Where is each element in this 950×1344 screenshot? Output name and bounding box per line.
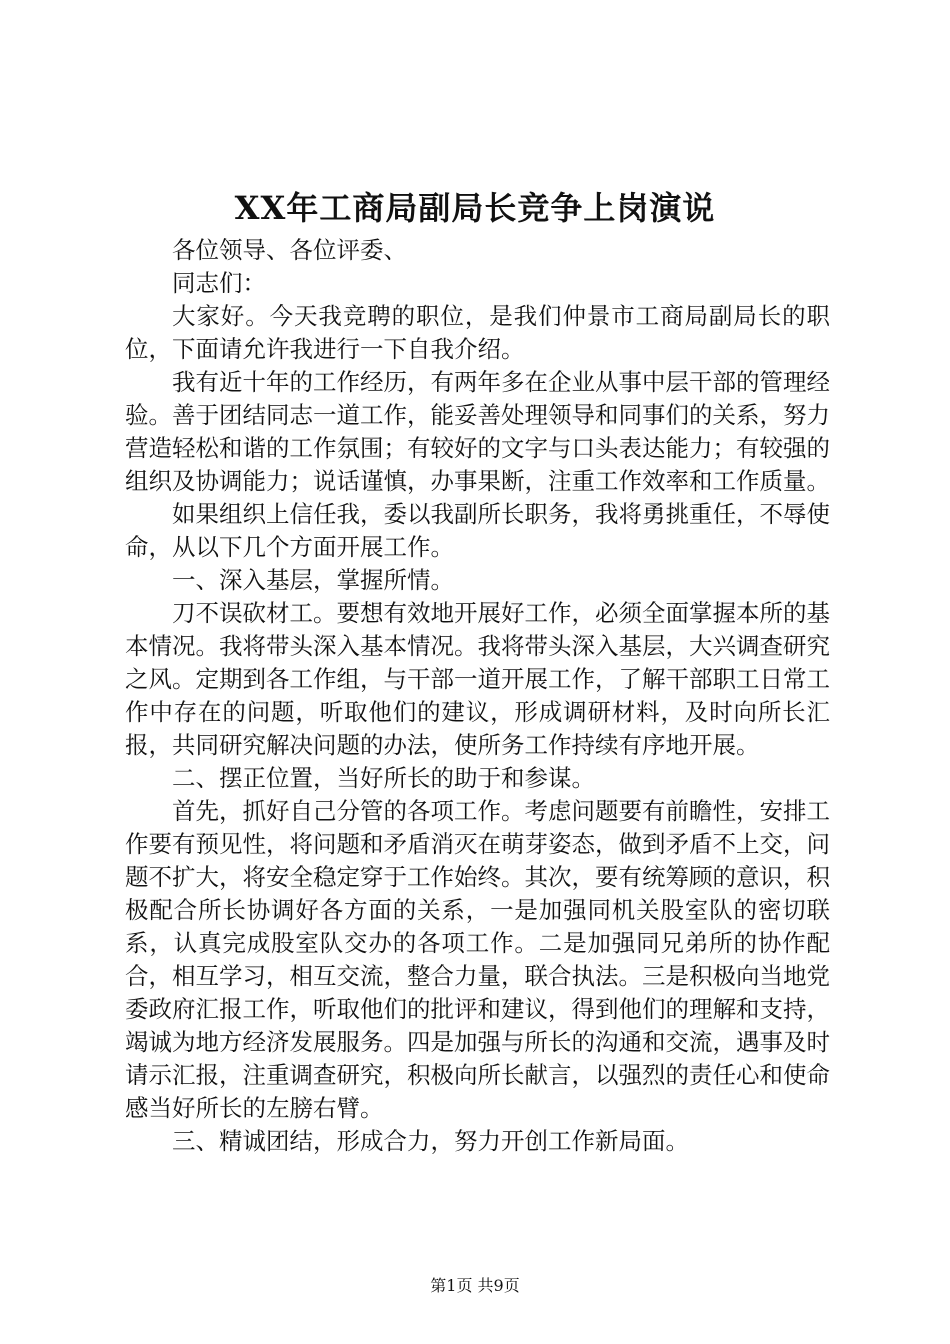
section-heading-2: 二、摆正位置，当好所长的助于和参谋。 (172, 764, 595, 792)
paragraph-commitment: 如果组织上信任我，委以我副所长职务，我将勇挑重任，不辱使命，从以下几个方面开展工作。 (125, 500, 830, 561)
section-heading-1: 一、深入基层，掌握所情。 (172, 566, 454, 594)
salutation-line-1: 各位领导、各位评委、 (172, 236, 407, 264)
page-footer: 第1页 共9页 (430, 1276, 520, 1295)
document-body (125, 234, 830, 1158)
salutation-line-2: 同志们： (172, 269, 266, 297)
paragraph-section-2: 首先，抓好自己分管的各项工作。考虑问题要有前瞻性，安排工作要有预见性，将问题和矛盾消灭在萌芽姿态，做到矛盾不上交，问题不扩大，将安全稳定穿于工作始终。其次，要有统筹顾的意识，积极配合所长协调好各方面的关系，一是加强同机关股室队的密切联系，认真完成股室队交办的各项工作。二是加强同兄弟所的协作配合，相互学习，相互交流，整合力量，联合执法。三是积极向当地党委政府汇报工作，听取他们的批评和建议，得到他们的理解和支持，竭诚为地方经济发展服务。四是加强与所长的沟通和交流，遇事及时请示汇报，注重调查研究，积极向所长献言，以强烈的责任心和使命感当好所长的左膀右臂。 (125, 797, 830, 1122)
document-title: XX年工商局副局长竞争上岗演说 (234, 189, 716, 227)
section-heading-3: 三、精诚团结，形成合力，努力开创工作新局面。 (172, 1127, 689, 1155)
paragraph-intro: 大家好。今天我竞聘的职位，是我们仲景市工商局副局长的职位，下面请允许我进行一下自我介绍。 (125, 302, 830, 363)
paragraph-experience: 我有近十年的工作经历，有两年多在企业从事中层干部的管理经验。善于团结同志一道工作，能妥善处理领导和同事们的关系，努力营造轻松和谐的工作氛围；有较好的文字与口头表达能力；有较强的组织及协调能力；说话谨慎，办事果断，注重工作效率和工作质量。 (125, 368, 830, 495)
paragraph-section-1: 刀不误砍材工。要想有效地开展好工作，必须全面掌握本所的基本情况。我将带头深入基本情况。我将带头深入基层，大兴调查研究之风。定期到各工作组，与干部一道开展工作，了解干部职工日常工作中存在的问题，听取他们的建议，形成调研材料，及时向所长汇报，共同研究解决问题的办法，使所务工作持续有序地开展。 (125, 599, 830, 759)
